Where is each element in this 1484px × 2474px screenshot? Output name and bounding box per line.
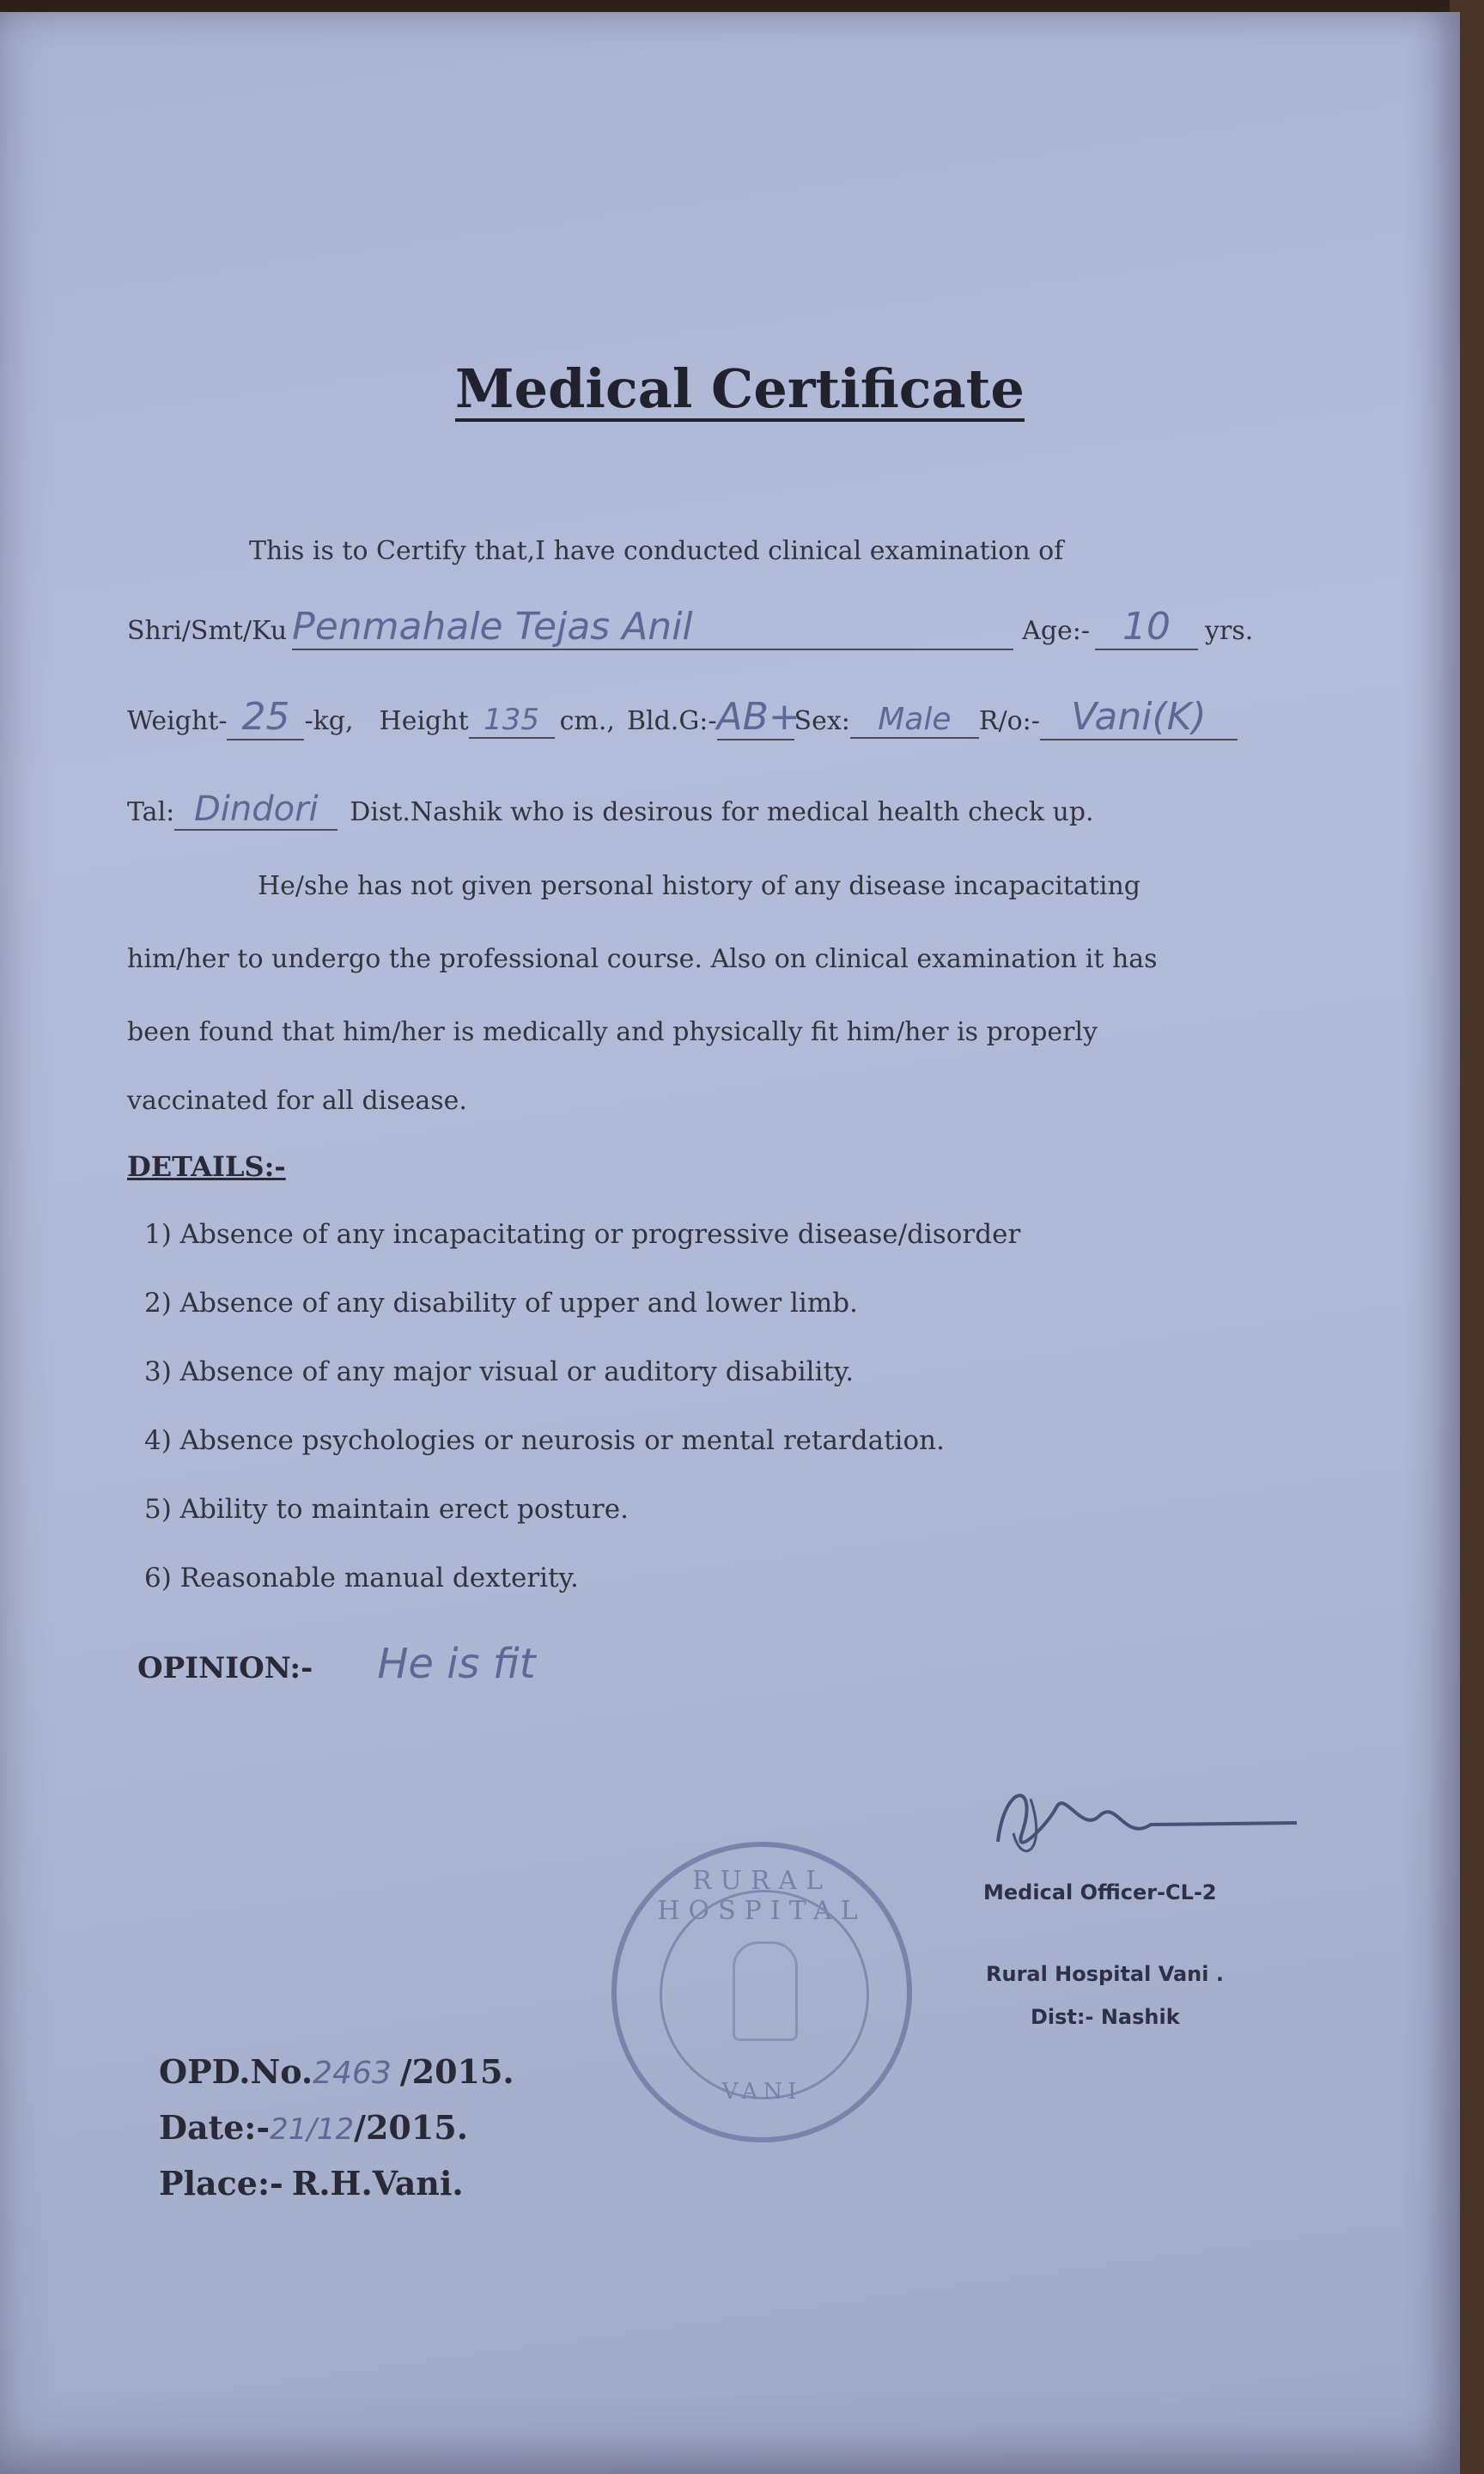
- detail-item-2: 2) Absence of any disability of upper and lower limb.: [144, 1288, 858, 1319]
- stamp-bottom-text: VANI: [721, 2079, 802, 2105]
- weight-label: Weight-: [127, 706, 228, 736]
- taluka-value: Dindori: [174, 789, 338, 831]
- name-line: [127, 605, 1253, 650]
- date-label: Date:-: [159, 2108, 271, 2147]
- paragraph-line-3: been found that him/her is medically and physically fit him/her is properly: [127, 1017, 1098, 1047]
- date-year: /2015.: [354, 2108, 468, 2147]
- residence-value: Vani(K): [1040, 695, 1238, 740]
- date-value: 21/12: [270, 2112, 355, 2147]
- paragraph-line-2: him/her to undergo the professional course. Also on clinical examination it has: [127, 944, 1158, 974]
- measurements-line: [127, 695, 1238, 740]
- blood-group-label: Bld.G:-: [626, 706, 717, 736]
- age-value: 10: [1095, 605, 1198, 650]
- taluka-label: Tal:: [127, 797, 175, 827]
- district-text: Dist.Nashik who is desirous for medical health check up.: [350, 797, 1094, 827]
- emblem-icon: [733, 1941, 798, 2041]
- weight-value: 25: [227, 695, 304, 740]
- sex-value: Male: [850, 702, 979, 739]
- opd-value: 2463: [313, 2056, 392, 2091]
- sex-label: Sex:: [794, 706, 850, 736]
- certificate-title: Medical Certificate: [455, 360, 1025, 422]
- opd-label: OPD.No.: [159, 2052, 313, 2091]
- detail-item-4: 4) Absence psychologies or neurosis or mental retardation.: [144, 1425, 945, 1456]
- name-value: Penmahale Tejas Anil: [292, 605, 1013, 650]
- place-row: [159, 2164, 464, 2203]
- signatory-hospital: Rural Hospital Vani .: [986, 1962, 1224, 1986]
- detail-item-5: 5) Ability to maintain erect posture.: [144, 1494, 629, 1525]
- opd-row: [159, 2052, 514, 2091]
- weight-unit: -kg,: [304, 706, 354, 736]
- signatory-district: Dist:- Nashik: [1031, 2005, 1180, 2029]
- detail-item-3: 3) Absence of any major visual or auditory disability.: [144, 1356, 855, 1387]
- age-unit: yrs.: [1205, 616, 1254, 646]
- place-label: Place:-: [159, 2164, 283, 2203]
- opinion-value: He is fit: [377, 1640, 536, 1688]
- certificate-paper: [0, 12, 1460, 2474]
- details-heading: DETAILS:-: [127, 1150, 286, 1183]
- stamp-top-text: RURAL HOSPITAL: [657, 1866, 867, 1926]
- opinion-label: OPINION:-: [137, 1651, 313, 1685]
- paragraph-line-4: vaccinated for all disease.: [127, 1086, 467, 1116]
- opinion-row: [137, 1640, 536, 1688]
- height-unit: cm.,: [559, 706, 615, 736]
- medical-officer-signature: [988, 1773, 1314, 1876]
- signatory-title: Medical Officer-CL-2: [983, 1880, 1217, 1904]
- date-row: [159, 2108, 468, 2147]
- age-label: Age:-: [1022, 616, 1091, 646]
- detail-item-6: 6) Reasonable manual dexterity.: [144, 1563, 579, 1593]
- blood-group-value: AB+: [716, 695, 800, 739]
- taluka-line: [127, 789, 1094, 831]
- certify-text: This is to Certify that,I have conducted clinical examination of: [249, 536, 1064, 566]
- detail-item-1: 1) Absence of any incapacitating or progressive disease/disorder: [144, 1219, 1021, 1250]
- height-value: 135: [469, 703, 555, 739]
- height-label: Height: [379, 706, 469, 736]
- opd-year: /2015.: [399, 2052, 514, 2091]
- paragraph-line-1: He/she has not given personal history of any disease incapacitating: [258, 871, 1140, 901]
- hospital-stamp: [611, 1842, 912, 2142]
- place-value: R.H.Vani.: [291, 2164, 464, 2203]
- residence-label: R/o:-: [978, 706, 1040, 736]
- salutation-label: Shri/Smt/Ku: [127, 616, 288, 646]
